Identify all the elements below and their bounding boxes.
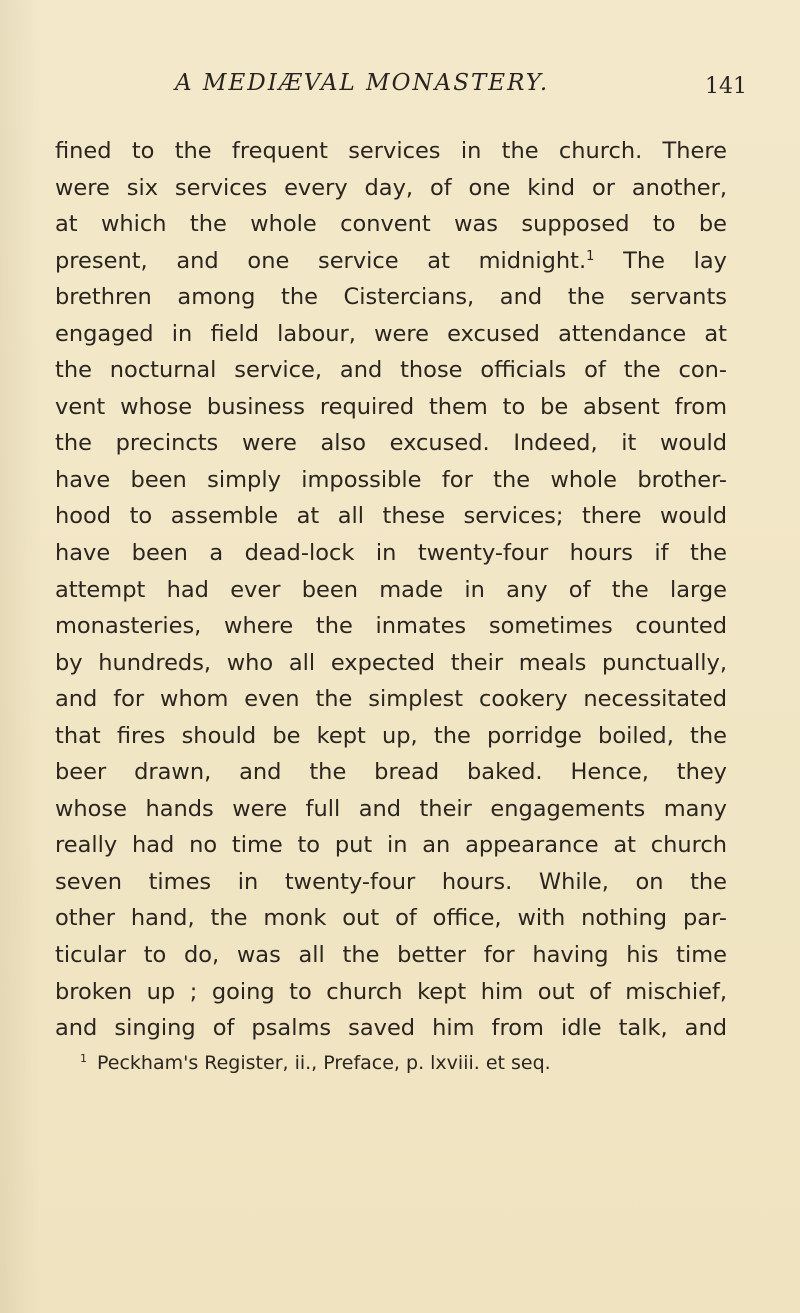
- text-line: really had no time to put in an appearance at church: [55, 832, 727, 859]
- text-line: ticular to do, was all the better for having his time: [55, 942, 727, 969]
- text-line: beer drawn, and the bread baked. Hence, they: [55, 759, 727, 786]
- text-line-with-footnote: [55, 243, 727, 280]
- text-line: and for whom even the simplest cookery necessitated: [55, 686, 727, 713]
- text-line: were six services every day, of one kind or another,: [55, 174, 727, 201]
- text-line: have been a dead-lock in twenty-four hours if the: [55, 540, 727, 567]
- text-line: the nocturnal service, and those officials of the con-: [55, 357, 727, 384]
- page-number: 141: [705, 74, 747, 99]
- page-header: [0, 70, 800, 110]
- footnote-reference: 1: [586, 248, 595, 264]
- text-line: that fires should be kept up, the porridge boiled, the: [55, 722, 727, 749]
- footnote: [80, 1052, 740, 1074]
- text-line: vent whose business required them to be absent from: [55, 393, 727, 420]
- text-line: by hundreds, who all expected their meals punctually,: [55, 649, 727, 676]
- text-segment: present, and one service at midnight.: [55, 247, 587, 274]
- text-line: attempt had ever been made in any of the large: [55, 576, 727, 603]
- body-text: [55, 133, 727, 1047]
- footnote-text: Peckham's Register, ii., Preface, p. lxviii. et seq.: [97, 1052, 551, 1074]
- text-line: whose hands were full and their engagements many: [55, 795, 727, 822]
- text-line: other hand, the monk out of office, with nothing par-: [55, 905, 727, 932]
- text-line: have been simply impossible for the whole brother-: [55, 466, 727, 493]
- text-segment: The lay: [623, 247, 727, 274]
- text-line: brethren among the Cistercians, and the servants: [55, 284, 727, 311]
- text-line: seven times in twenty-four hours. While, on the: [55, 868, 727, 895]
- text-line: at which the whole convent was supposed to be: [55, 211, 727, 238]
- text-line: and singing of psalms saved him from idle talk, and: [55, 1015, 727, 1042]
- text-line: hood to assemble at all these services; there would: [55, 503, 727, 530]
- text-line: broken up ; going to church kept him out of mischief,: [55, 978, 727, 1005]
- text-line: monasteries, where the inmates sometimes counted: [55, 613, 727, 640]
- running-head: A MEDIÆVAL MONASTERY.: [175, 70, 550, 96]
- footnote-marker: 1: [80, 1052, 87, 1065]
- text-line: fined to the frequent services in the church. There: [55, 138, 727, 164]
- text-line: the precincts were also excused. Indeed, it would: [55, 430, 727, 457]
- text-line: engaged in field labour, were excused attendance at: [55, 320, 727, 347]
